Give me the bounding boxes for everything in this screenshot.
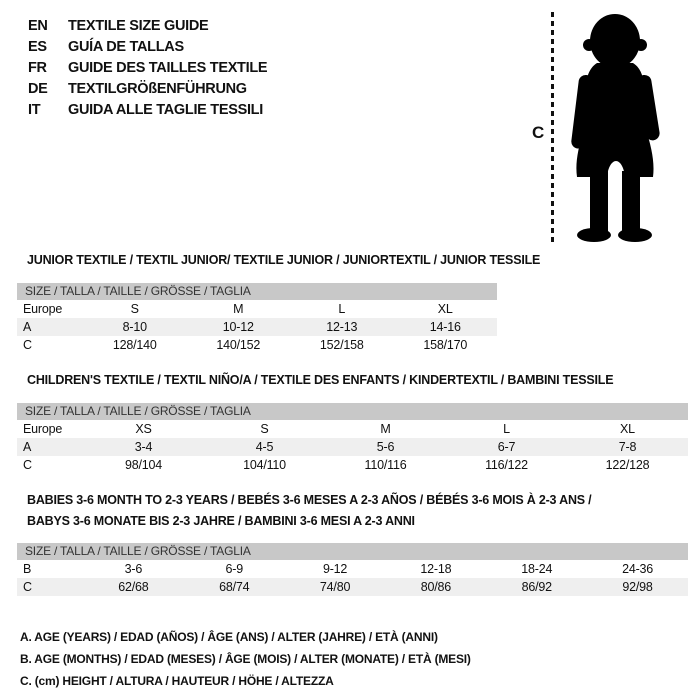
language-row-es <box>28 37 267 58</box>
row-label: C <box>23 458 32 472</box>
row-label: B <box>23 562 32 576</box>
height-measure-figure <box>530 10 695 248</box>
children-size-table <box>17 403 688 474</box>
language-code: EN <box>28 18 48 34</box>
footnote-age-months: B. AGE (MONTHS) / EDAD (MESES) / ÂGE (MOIS) / ALTER (MONATE) / ETÀ (MESI) <box>20 652 471 666</box>
language-code: ES <box>28 39 47 55</box>
language-code: IT <box>28 102 41 118</box>
table-row-age-months <box>17 560 688 578</box>
age-cell: 7-8 <box>618 440 637 454</box>
age-cell: 5-6 <box>376 440 395 454</box>
footnote-height-cm: C. (cm) HEIGHT / ALTURA / HAUTEUR / HÖHE / ALTEZZA <box>20 674 334 688</box>
height-cell: 92/98 <box>622 580 653 594</box>
size-cell: L <box>503 422 510 436</box>
footnote-age-years: A. AGE (YEARS) / EDAD (AÑOS) / ÂGE (ANS) / ALTER (JAHRE) / ETÀ (ANNI) <box>20 630 438 644</box>
size-cell: XL <box>620 422 635 436</box>
height-cell: 98/104 <box>124 458 163 472</box>
size-header-bar: SIZE / TALLA / TAILLE / GRÖSSE / TAGLIA <box>17 403 688 420</box>
table-row-age <box>17 318 497 336</box>
row-label: C <box>23 338 32 352</box>
age-cell: 6-7 <box>497 440 516 454</box>
height-cell: 122/128 <box>605 458 650 472</box>
age-cell: 8-10 <box>122 320 147 334</box>
table-row-height <box>17 336 497 354</box>
row-label: A <box>23 440 32 454</box>
age-cell: 6-9 <box>225 562 243 576</box>
size-cell: XS <box>135 422 152 436</box>
height-cell: 74/80 <box>319 580 351 594</box>
section-title-junior: JUNIOR TEXTILE / TEXTIL JUNIOR/ TEXTILE JUNIOR / JUNIORTEXTIL / JUNIOR TESSILE <box>27 253 541 267</box>
row-label: C <box>23 580 32 594</box>
legend-footnotes <box>20 626 471 692</box>
size-cell: L <box>338 302 346 316</box>
section-title-babies-line2: BABYS 3-6 MONATE BIS 2-3 JAHRE / BAMBINI 3-6 MESI A 2-3 ANNI <box>27 514 415 528</box>
table-row-height <box>17 456 688 474</box>
section-title-babies-line1: BABIES 3-6 MONTH TO 2-3 YEARS / BEBÉS 3-6 MESES A 2-3 AÑOS / BÉBÉS 3-6 MOIS À 2-3 ANS / <box>27 493 592 507</box>
height-cell: 68/74 <box>219 580 250 594</box>
age-cell: 10-12 <box>222 320 254 334</box>
guide-title-de: TEXTILGRÖßENFÜHRUNG <box>68 81 247 97</box>
age-cell: 9-12 <box>322 562 348 576</box>
section-title-babies <box>27 490 672 532</box>
height-cell: 110/116 <box>364 458 407 472</box>
table-row-age <box>17 438 688 456</box>
height-cell: 116/122 <box>485 458 528 472</box>
height-cell: 104/110 <box>243 458 286 472</box>
table-row-height <box>17 578 688 596</box>
height-cell: 128/140 <box>112 338 157 352</box>
language-code: FR <box>28 60 47 76</box>
age-cell: 12-13 <box>326 320 358 334</box>
age-cell: 18-24 <box>521 562 553 576</box>
height-cell: 152/158 <box>319 338 364 352</box>
size-header-bar: SIZE / TALLA / TAILLE / GRÖSSE / TAGLIA <box>17 543 688 560</box>
row-label: Europe <box>23 302 63 316</box>
size-cell: S <box>260 422 269 436</box>
row-label: Europe <box>23 422 63 436</box>
size-cell: XL <box>437 302 453 316</box>
measure-c-label: C <box>532 123 545 142</box>
size-cell: M <box>233 302 244 316</box>
height-cell: 158/170 <box>423 338 468 352</box>
height-dashed-line <box>551 12 554 243</box>
height-cell: 140/152 <box>216 338 261 352</box>
language-code: DE <box>28 81 48 97</box>
guide-title-es: GUÍA DE TALLAS <box>68 39 184 55</box>
size-header-bar: SIZE / TALLA / TAILLE / GRÖSSE / TAGLIA <box>17 283 497 300</box>
table-row-europe <box>17 420 688 438</box>
babies-size-table <box>17 543 688 596</box>
junior-size-table <box>17 283 497 354</box>
row-label: A <box>23 320 32 334</box>
age-cell: 12-18 <box>420 562 452 576</box>
height-cell: 80/86 <box>420 580 452 594</box>
age-cell: 4-5 <box>255 440 274 454</box>
height-cell: 62/68 <box>118 580 149 594</box>
language-row-it <box>28 100 267 121</box>
language-row-de <box>28 79 267 100</box>
guide-title-en: TEXTILE SIZE GUIDE <box>68 18 209 34</box>
language-title-block <box>28 16 267 121</box>
age-cell: 3-6 <box>124 562 143 576</box>
age-cell: 14-16 <box>429 320 461 334</box>
guide-title-fr: GUIDE DES TAILLES TEXTILE <box>68 60 268 76</box>
toddler-silhouette-icon <box>564 11 670 245</box>
language-row-en <box>28 16 267 37</box>
age-cell: 3-4 <box>134 440 153 454</box>
language-row-fr <box>28 58 267 79</box>
height-cell: 86/92 <box>521 580 552 594</box>
size-cell: S <box>130 302 139 316</box>
table-row-europe <box>17 300 497 318</box>
guide-title-it: GUIDA ALLE TAGLIE TESSILI <box>68 102 263 118</box>
age-cell: 24-36 <box>622 562 654 576</box>
section-title-children: CHILDREN'S TEXTILE / TEXTIL NIÑO/A / TEXTILE DES ENFANTS / KINDERTEXTIL / BAMBINI TESSILE <box>27 373 614 387</box>
size-cell: M <box>380 422 391 436</box>
